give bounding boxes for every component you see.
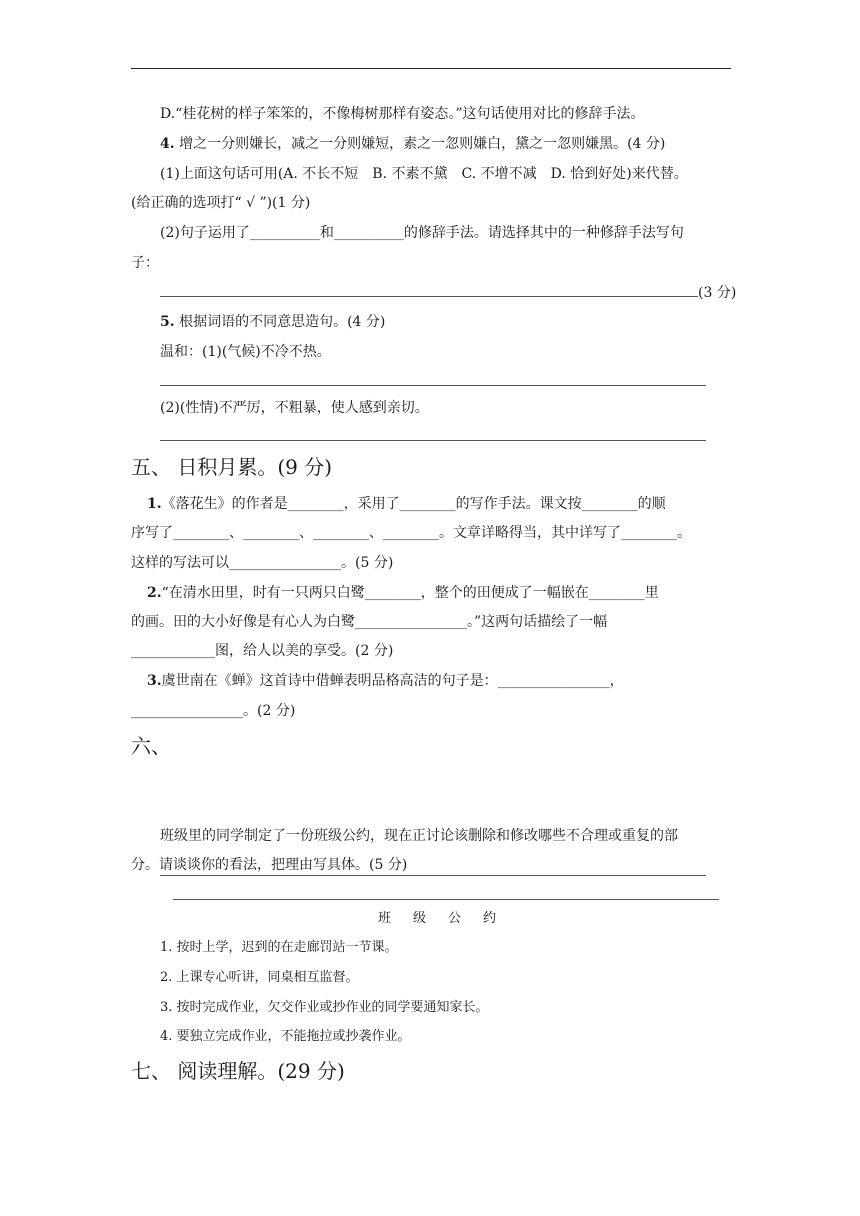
sec5-q3-line1 xyxy=(147,671,624,691)
q4-part1-line2: (给正确的选项打“ √ ”)(1 分) xyxy=(131,195,311,211)
convention-item-1: 1. 按时上学，迟到的在走廊罚站一节课。 xyxy=(160,940,398,955)
q4-part2-line2: 子： xyxy=(131,255,159,271)
q4-part2-line1: (2)句子运用了__________和__________的修辞手法。请选择其中的一种修辞手法写句 xyxy=(160,225,684,241)
q5-stem-text: 根据词语的不同意思造句。(4 分) xyxy=(174,314,386,330)
q5-meaning1: 温和：(1)(气候)不冷不热。 xyxy=(160,344,331,360)
q4-stem xyxy=(160,134,665,154)
q3-option-d: D.“桂花树的样子笨笨的，不像梅树那样有姿态。”这句话使用对比的修辞手法。 xyxy=(160,106,645,122)
sec5-q2-line3: ____________图，给人以美的享受。(2 分) xyxy=(131,643,394,659)
sec5-q3-number: 3. xyxy=(147,673,162,689)
q5-meaning2: (2)(性情)不严厉，不粗暴，使人感到亲切。 xyxy=(160,400,429,416)
section5-title: 五、 日积月累。(9 分) xyxy=(131,455,333,479)
sec6-prompt-line1: 班级里的同学制定了一份班级公约，现在正讨论该删除和修改哪些不合理或重复的部 xyxy=(160,828,678,844)
sec6-answer-line-1[interactable] xyxy=(160,875,706,876)
sec6-answer-line-2[interactable] xyxy=(173,899,719,900)
q4-answer-line[interactable] xyxy=(160,296,698,297)
sec5-q1-line1-text: 《落花生》的作者是________，采用了________的写作手法。课文按________的顺 xyxy=(161,496,666,512)
convention-item-3: 3. 按时完成作业，欠交作业或抄作业的同学要通知家长。 xyxy=(160,1000,489,1015)
sec5-q1-number: 1. xyxy=(147,496,162,512)
q5-stem xyxy=(160,312,385,332)
convention-item-4: 4. 要独立完成作业，不能拖拉或抄袭作业。 xyxy=(160,1029,411,1044)
q5-number: 5. xyxy=(160,314,175,330)
q4-part1-line1: (1)上面这句话可用(A. 不长不短 B. 不素不黛 C. 不增不减 D. 恰到好处)来代替。 xyxy=(160,166,688,182)
q5-answer-line-2[interactable] xyxy=(160,440,706,441)
header-rule xyxy=(131,68,731,69)
sec5-q2-line1-text: “在清水田里，时有一只两只白鹭________，整个的田便成了一幅嵌在________里 xyxy=(161,585,659,601)
q4-number: 4. xyxy=(160,136,175,152)
sec5-q2-number: 2. xyxy=(147,585,162,601)
sec5-q3-line2: ________________。(2 分) xyxy=(131,703,296,719)
sec5-q1-line2: 序写了________、________、________、________。文章详略得当，其中详写了________。 xyxy=(131,525,691,541)
sec6-prompt-line2: 分。请谈谈你的看法，把理由写具体。(5 分) xyxy=(131,857,408,873)
convention-title: 班级公约 xyxy=(378,911,519,926)
convention-item-2: 2. 上课专心听讲，同桌相互监督。 xyxy=(160,970,359,985)
sec5-q3-line1-text: 虞世南在《蝉》这首诗中借蝉表明品格高洁的句子是：________________， xyxy=(161,673,624,689)
section6-title: 六、 xyxy=(131,734,171,758)
q4-part2-score: (3 分) xyxy=(698,285,737,301)
sec5-q1-line1 xyxy=(147,494,666,514)
q4-stem-text: 增之一分则嫌长，减之一分则嫌短，素之一忽则嫌白，黛之一忽则嫌黑。(4 分) xyxy=(174,136,666,152)
sec5-q1-line3: 这样的写法可以________________。(5 分) xyxy=(131,555,394,571)
sec5-q2-line2: 的画。田的大小好像是有心人为白鹭________________。”这两句话描绘了一幅 xyxy=(131,614,608,630)
section7-title: 七、 阅读理解。(29 分) xyxy=(131,1059,345,1083)
sec5-q2-line1 xyxy=(147,583,659,603)
q5-answer-line-1[interactable] xyxy=(160,385,706,386)
